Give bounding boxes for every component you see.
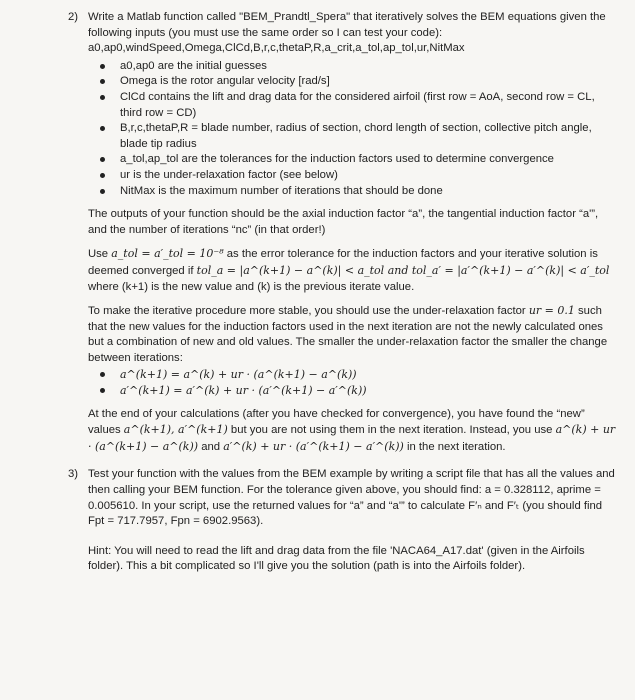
list-item: ClCd contains the lift and drag data for the considered airfoil (first row = AoA, second row = CL, third row = CD) xyxy=(120,90,619,121)
relaxation-equation-list xyxy=(88,367,619,398)
question-number: 3) xyxy=(68,468,79,481)
math-expression: ur = 0.1 xyxy=(528,304,575,318)
list-item: B,r,c,thetaP,R = blade number, radius of section, chord length of section, collective pitch angle, blade tip radius xyxy=(120,121,619,152)
question-number: 2) xyxy=(68,11,79,23)
outputs-paragraph: The outputs of your function should be the axial induction factor “a”, the tangential induction factor “a'”, and the number of iterations “nc” (in that order!) xyxy=(88,208,599,236)
end-calculation-paragraph xyxy=(88,407,619,456)
tolerance-paragraph xyxy=(88,246,619,295)
list-item: a^(k+1) = a^(k) + ur · (a^(k+1) − a^(k)) xyxy=(120,367,619,383)
list-item: a0,ap0 are the initial guesses xyxy=(120,59,619,75)
text-run: where (k+1) is the new value and (k) is the previous iterate value. xyxy=(88,280,415,293)
list-item: a_tol,ap_tol are the tolerances for the induction factors used to determine convergence xyxy=(120,152,619,168)
question-intro: Write a Matlab function called "BEM_Prandtl_Spera" that iteratively solves the BEM equations given the following inputs (you must use the same order so I can test your code): a0,ap0,windSpeed,Omega,ClCd,B,r,c,thetaP,R,a_crit,a_tol,ap_tol,ur,NitMax xyxy=(88,11,606,55)
question-3 xyxy=(68,467,619,575)
list-item: a′^(k+1) = a′^(k) + ur · (a′^(k+1) − a′^(k)) xyxy=(120,383,619,399)
math-expression: a_tol = a′_tol = 10⁻⁸ xyxy=(111,247,224,261)
math-expression: tol_a = |a^(k+1) − a^(k)| < a_tol and tol_a′ = |a′^(k+1) − a′^(k)| < a′_tol xyxy=(196,263,610,277)
math-expression: a^(k) + ur · (a^(k+1) − a^(k)) xyxy=(88,423,616,453)
text-run: such that the new values for the induction factors used in the next iteration are not the newly calculated ones but a combination of new and old values. The smaller the under-relaxation factor the smaller the change between iterations: xyxy=(88,305,608,364)
list-item: ur is the under-relaxation factor (see below) xyxy=(120,168,619,184)
text-run: in the next iteration. xyxy=(406,440,506,453)
math-expression: a′^(k) + ur · (a′^(k+1) − a′^(k)) xyxy=(223,439,404,453)
hint-paragraph: Hint: You will need to read the lift and drag data from the file 'NACA64_A17.dat' (given in the Airfoils folder). This a bit complicated so I'll give you the solution (path is into the Airfoils folder). xyxy=(88,544,585,573)
text-run: Use xyxy=(88,248,109,261)
text-run: At the end of your calculations (after you have checked for convergence), you have found the “new” values xyxy=(88,407,585,437)
text-run: To make the iterative procedure more stable, you should use the under-relaxation factor xyxy=(88,305,526,318)
input-list xyxy=(88,59,619,199)
text-run: but you are not using them in the next iteration. Instead, you use xyxy=(230,424,553,437)
math-expression: a^(k+1), a′^(k+1) xyxy=(123,423,228,437)
question-2 xyxy=(68,10,619,455)
relaxation-paragraph xyxy=(88,303,619,366)
list-item: Omega is the rotor angular velocity [rad/s] xyxy=(120,74,619,90)
list-item: NitMax is the maximum number of iterations that should be done xyxy=(120,184,619,200)
text-run: and xyxy=(201,440,221,453)
question-text: Test your function with the values from the BEM example by writing a script file that has all the values and then calling your BEM function. For the tolerance given above, you should find: a = 0.328112, aprime = 0.005610. In your script, use the returned values for “a” and “a'” to calculate F′ₙ and F′ₜ (you should find Fpt = 717.7957, Fpn = 6902.9563). xyxy=(88,468,615,528)
text-run: as the error tolerance for the induction factors and your iterative solution is deemed converged if xyxy=(88,248,598,277)
